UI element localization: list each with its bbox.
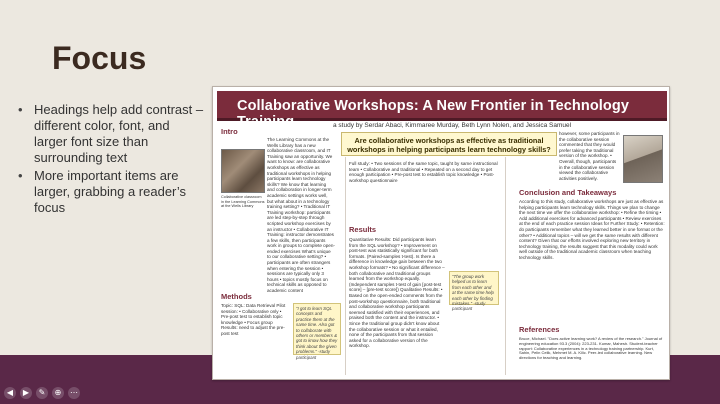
qualitative-continued-text: however, some participants in the collaborative session commented that they would prefer taking the traditional version of the workshop. • Overall, though, participants in the collaborative session viewed the collaborative activities positively.: [559, 131, 620, 181]
section-heading-intro: Intro: [221, 127, 238, 136]
classroom-photo: [221, 149, 265, 193]
section-heading-methods: Methods: [221, 292, 252, 301]
column-divider: [345, 157, 346, 375]
slideshow-toolbar: [4, 386, 80, 400]
poster-image: [212, 86, 670, 380]
section-heading-references: References: [519, 325, 560, 334]
bullet-list: [16, 102, 204, 218]
results-quote: "The group work helped us to learn from each other and at the same time help each other by finding mistakes." -study participant: [449, 271, 499, 305]
full-study-text: Full study: • Two sessions of the same topic, taught by same instructional team • Collaborative and traditional • Repeated on a second day to get enough participation • Pre-post test to establish topic knowledge • Post-workshop questionnaire: [349, 161, 498, 183]
references-text: Bruce, Michael. "Does active learning work? A review of the research." Journal of engineering education 93.3 (2004): 223-231. Kumar, Mahesh. Student-teacher rapport: Collaborative experiences in a technology training partnership. Kurt, Sahin, Pelin Celik, Mehmet M. A. Kilic. Peer-led collaborative learning. New directions for teaching and learning.: [519, 336, 663, 361]
research-question: Are collaborative workshops as effective as traditional workshops in helping participants learn technology skills?: [341, 132, 557, 156]
section-heading-results: Results: [349, 225, 377, 234]
menu-icon[interactable]: ⋯: [70, 388, 78, 397]
intro-text: The Learning Commons at the Wells Library has a new collaborative classroom, and IT Training saw an opportunity. We want to know: are collaborative workshops as effective as traditional workshops in helping participants learn technology skills? We know that learning and collaboration in longer-term academic settings works well, but what about in a technology training setting? • Traditional IT Training workshop: participants are led step-by-step through scripted workshop exercises by an instructor • Collaborative IT Training: instructor demonstrates a few skills, then participants work in groups to complete open-ended exercises What's unique to our collaborative setting? • participants are often strangers when entering the session • sessions are typically only 3 hours • topics mostly focus on technical skills as opposed to academic content: [267, 137, 335, 294]
section-heading-conclusion: Conclusion and Takeaways: [519, 188, 617, 197]
prev-icon[interactable]: ◀: [4, 387, 16, 399]
pen-icon[interactable]: ✎: [36, 387, 48, 399]
bullet-item: • Headings help add contrast – different color, font, and larger font size than surrounding text: [16, 102, 204, 166]
zoom-icon[interactable]: ⊕: [52, 387, 64, 399]
slide-title: Focus: [52, 40, 147, 76]
poster-title: Collaborative Workshops: A New Frontier in Technology Training: [237, 98, 630, 130]
methods-quote: "I got to learn SQL concepts and practice them at the same time. Also got to collaborate with others or members & got to know how they think about the given problems." -study participant: [293, 303, 341, 355]
methods-text: Topic: SQL: Data Retrieval Pilot session: • Collaborative only • Pre-post test to establish topic knowledge • Focus group Results: need to adjust the pre-post test: [221, 303, 286, 336]
photo-caption: Collaborative classroom in the Learning Commons at the Wells Library: [221, 195, 265, 209]
workshop-photo: [623, 135, 663, 183]
column-divider: [505, 157, 506, 375]
results-text: Quantitative Results: Did participants learn from the SQL workshop? • Improvement on post-test was statistically significant for both formats. (Paired-samples t-test). Is there a difference in knowledge gain between the two workshop formats? • No significant difference – both collaborative and traditional groups learned from the workshop equally. (Independent samples t-test of gain [post-test score] – [pre-test score]) Qualitative Results: • Based on the open-ended comments from the post-workshop questionnaire, both traditional and collaborative workshop participants seemed satisfied with their experiences, and praised both the content and the instructor. • Since the traditional group didn't know about the collaborative session or what it entailed, none of the participants from that session asked for a collaborative version of the workshop.: [349, 237, 445, 349]
bullet-item: • More important items are larger, grabbing a reader’s focus: [16, 168, 204, 216]
play-icon[interactable]: ▶: [20, 387, 32, 399]
poster-authors: a study by Serdar Abaci, Kimmaree Murday, Beth Lynn Nolen, and Jessica Samuel: [333, 122, 572, 129]
conclusion-text: According to this study, collaborative workshops are just as effective as helping participants learn technology skills. Things we plan to change the next time we offer the collaborative workshop: • Refine the timing • Add additional exercises for advanced participants • Review exercises at the end of each practice session Ideas for Further Study: • Retention: do participants remember what they learned better in one format or the other? • Additional topics – will we get the same results with different content? Given that our efforts involved exploring new territory in technology training, the results suggest that this modality could work well outside of the traditional academic classroom when teaching technology skills.: [519, 199, 665, 260]
